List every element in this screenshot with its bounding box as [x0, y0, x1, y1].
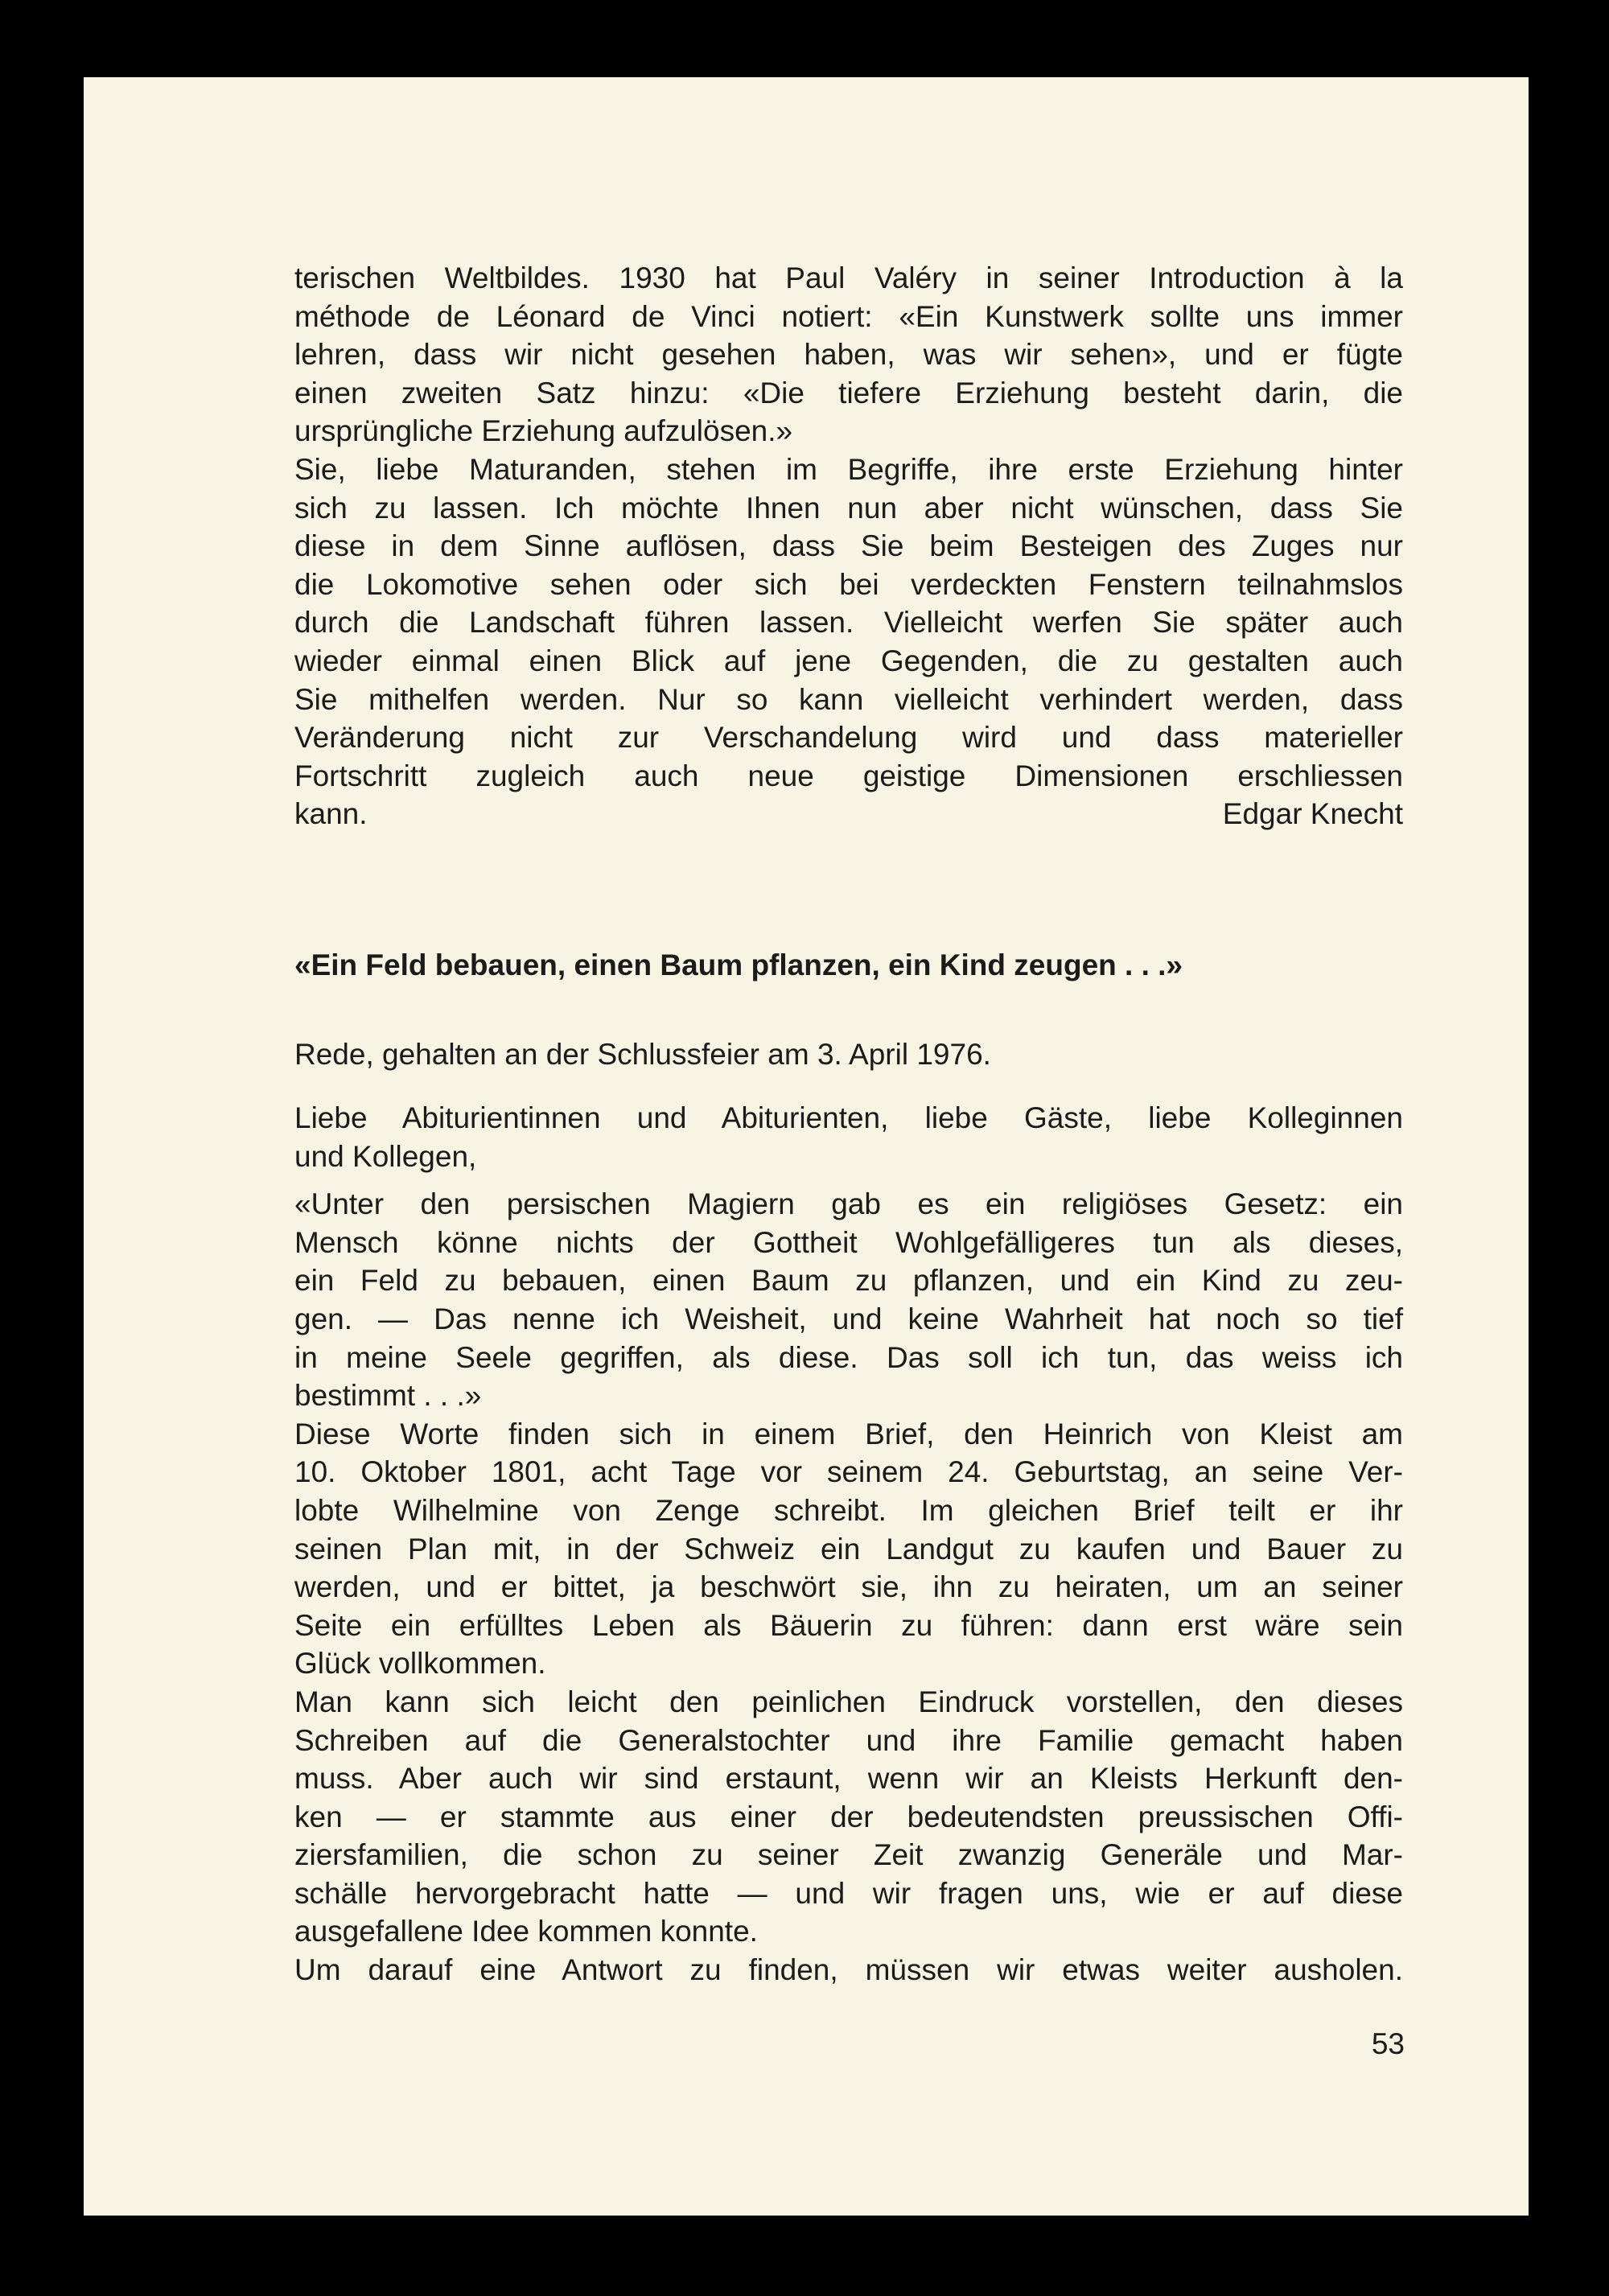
- text-line: gen. — Das nenne ich Weisheit, und keine Wahrheit hat noch so tief: [294, 1302, 1403, 1335]
- text-line: Mensch könne nichts der Gottheit Wohlgefälligeres tun als dieses,: [294, 1225, 1403, 1259]
- text-line: Sie, liebe Maturanden, stehen im Begriffe, ihre erste Erziehung hinter: [294, 452, 1403, 486]
- paragraph-final: [294, 1951, 1403, 1989]
- text-line: einen zweiten Satz hinzu: «Die tiefere Erziehung besteht darin, die: [294, 376, 1403, 409]
- text-line: durch die Landschaft führen lassen. Vielleicht werfen Sie später auch: [294, 606, 1403, 640]
- text-line: lehren, dass wir nicht gesehen haben, was wir sehen», und er fügte: [294, 338, 1403, 372]
- text-line: Um darauf eine Antwort zu finden, müssen wir etwas weiter ausholen.: [294, 1953, 1403, 1987]
- paragraph-valery: [294, 259, 1403, 451]
- text-line: ursprüngliche Erziehung aufzulösen.»: [294, 414, 793, 448]
- section-title: «Ein Feld bebauen, einen Baum pflanzen, ein Kind zeugen . . .»: [294, 948, 1183, 981]
- text-line: Sie mithelfen werden. Nur so kann vielleicht verhindert werden, dass: [294, 682, 1403, 716]
- salutation: [294, 1099, 1403, 1175]
- text-line: 10. Oktober 1801, acht Tage vor seinem 24. Geburtstag, an seine Ver-: [294, 1455, 1403, 1489]
- text-line: Rede, gehalten an der Schlussfeier am 3. April 1976.: [294, 1038, 991, 1071]
- text-line: bestimmt . . .»: [294, 1379, 482, 1413]
- section-2-title-block: [294, 946, 1403, 985]
- paragraph-maturanden: [294, 451, 1403, 833]
- text-line: sich zu lassen. Ich möchte Ihnen nun aber nicht wünschen, dass Sie: [294, 491, 1403, 525]
- text-line: Man kann sich leicht den peinlichen Eindruck vorstellen, den dieses: [294, 1685, 1403, 1718]
- text-line: und Kollegen,: [294, 1139, 477, 1173]
- text-line: Fortschritt zugleich auch neue geistige Dimensionen erschliessen: [294, 759, 1403, 792]
- text-line: terischen Weltbildes. 1930 hat Paul Valéry in seiner Introduction à la: [294, 261, 1403, 294]
- text-line: Liebe Abiturientinnen und Abiturienten, liebe Gäste, liebe Kolleginnen: [294, 1101, 1403, 1134]
- text-line: Schreiben auf die Generalstochter und ihre Familie gemacht haben: [294, 1723, 1403, 1757]
- text-line: lobte Wilhelmine von Zenge schreibt. Im gleichen Brief teilt er ihr: [294, 1493, 1403, 1527]
- text-line: ken — er stammte aus einer der bedeutendsten preussischen Offi-: [294, 1800, 1403, 1833]
- section-1: [294, 259, 1403, 833]
- text-line: werden, und er bittet, ja beschwört sie, ihn zu heiraten, um an seiner: [294, 1570, 1403, 1604]
- text-line: ausgefallene Idee kommen konnte.: [294, 1915, 758, 1948]
- text-line: Glück vollkommen.: [294, 1647, 546, 1681]
- text-line: seinen Plan mit, in der Schweiz ein Landgut zu kaufen und Bauer zu: [294, 1532, 1403, 1566]
- text-line: ein Feld zu bebauen, einen Baum zu pflanzen, und ein Kind zu zeu-: [294, 1264, 1403, 1298]
- text-line: méthode de Léonard de Vinci notiert: «Ein Kunstwerk sollte uns immer: [294, 299, 1403, 333]
- text-line: kann.: [294, 797, 368, 831]
- page-number: 53: [1371, 2027, 1405, 2060]
- text-line: die Lokomotive sehen oder sich bei verdeckten Fenstern teilnahmslos: [294, 567, 1403, 601]
- section-2-body: [294, 1099, 1403, 1989]
- text-line: in meine Seele gegriffen, als diese. Das soll ich tun, das weiss ich: [294, 1340, 1403, 1374]
- section-2-subtitle-block: [294, 1035, 1403, 1074]
- text-line: ziersfamilien, die schon zu seiner Zeit zwanzig Generäle und Mar-: [294, 1838, 1403, 1872]
- author-signature: Edgar Knecht: [1222, 797, 1403, 831]
- text-line: diese in dem Sinne auflösen, dass Sie beim Besteigen des Zuges nur: [294, 529, 1403, 563]
- text-line: Diese Worte finden sich in einem Brief, den Heinrich von Kleist am: [294, 1417, 1403, 1450]
- quote-paragraph: [294, 1185, 1403, 1415]
- text-line: muss. Aber auch wir sind erstaunt, wenn wir an Kleists Herkunft den-: [294, 1762, 1403, 1796]
- paragraph-kleist: [294, 1415, 1403, 1683]
- section-subtitle: [294, 1035, 1403, 1074]
- text-line: Veränderung nicht zur Verschandelung wird und dass materieller: [294, 721, 1403, 755]
- text-line: wieder einmal einen Blick auf jene Gegenden, die zu gestalten auch: [294, 644, 1403, 677]
- text-line: «Unter den persischen Magiern gab es ein religiöses Gesetz: ein: [294, 1187, 1403, 1221]
- text-line-with-signature: [294, 795, 1403, 833]
- text-line: Seite ein erfülltes Leben als Bäuerin zu führen: dann erst wäre sein: [294, 1608, 1403, 1642]
- paragraph-eindruck: [294, 1683, 1403, 1951]
- text-line: schälle hervorgebracht hatte — und wir fragen uns, wie er auf diese: [294, 1876, 1403, 1910]
